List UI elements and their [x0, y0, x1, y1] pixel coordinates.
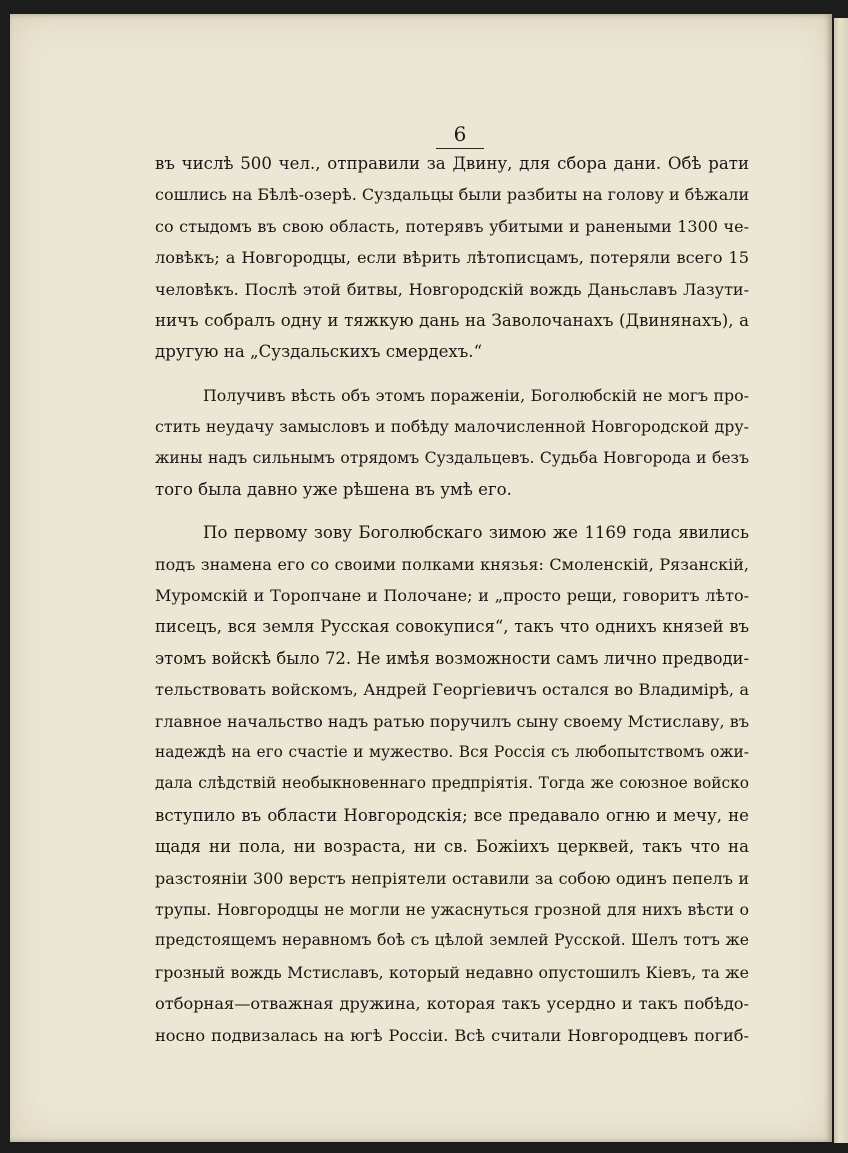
text-line: трупы. Новгородцы не могли не ужаснуться грозной для нихъ вѣсти о: [155, 899, 749, 919]
text-line: грозный вождь Мстиславъ, который недавно опустошилъ Кіевъ, та же: [155, 962, 749, 982]
text-line: По первому зову Боголюбскаго зимою же 1169 года явились: [203, 523, 749, 543]
text-line: человѣкъ. Послѣ этой битвы, Новгородскій вождь Даньславъ Лазути-: [155, 279, 749, 299]
text-line: Получивъ вѣсть объ этомъ пораженіи, Боголюбскій не могъ про-: [203, 385, 749, 405]
paragraph-gap: [155, 505, 749, 517]
text-line: подъ знамена его со своими полками князья: Смоленскій, Рязанскій,: [155, 554, 749, 574]
text-line: другую на „Суздальскихъ смердехъ.“: [155, 342, 483, 362]
text-line: разстояніи 300 верстъ непріятели оставили за собою одинъ пепелъ и: [155, 868, 749, 888]
text-line: со стыдомъ въ свою область, потерявъ убитыми и ранеными 1300 че-: [155, 216, 749, 236]
paragraph-gap: [155, 368, 749, 380]
text-line: вступило въ области Новгородскія; все предавало огню и мечу, не: [155, 805, 749, 825]
text-line: щадя ни пола, ни возраста, ни св. Божіихъ церквей, такъ что на: [155, 837, 749, 857]
text-line: въ числѣ 500 чел., отправили за Двину, для сбора дани. Обѣ рати: [155, 154, 749, 173]
text-line: ничъ собралъ одну и тяжкую дань на Заволочанахъ (Двинянахъ), а: [155, 310, 749, 330]
page-number: 6: [453, 122, 467, 146]
text-line: этомъ войскѣ было 72. Не имѣя возможности самъ лично предводи-: [155, 648, 749, 668]
paragraph: [155, 380, 749, 506]
body-text: [155, 148, 749, 1051]
text-line: предстоящемъ неравномъ боѣ съ цѣлой землей Русской. Шелъ тотъ же: [155, 931, 749, 950]
text-line: Муромскій и Торопчане и Полочане; и „просто рещи, говоритъ лѣто-: [155, 586, 749, 606]
text-line: главное начальство надъ ратью поручилъ сыну своему Мстиславу, въ: [155, 711, 749, 731]
text-line: жины надъ сильнымъ отрядомъ Суздальцевъ. Судьба Новгорода и безъ: [155, 448, 749, 467]
text-line: сошлись на Бѣлѣ-озерѣ. Суздальцы были разбиты на голову и бѣжали: [155, 185, 749, 205]
paragraph: [155, 148, 749, 368]
text-line: отборная—отважная дружина, которая такъ усердно и такъ побѣдо-: [155, 994, 749, 1014]
paragraph: [155, 517, 749, 1051]
text-line: того была давно уже рѣшена въ умѣ его.: [155, 479, 512, 499]
text-line: дала слѣдствій необыкновеннаго предпріятія. Тогда же союзное войско: [155, 774, 749, 793]
text-line: стить неудачу замысловъ и побѣду малочисленной Новгородской дру-: [155, 417, 749, 437]
text-line: ловѣкъ; а Новгородцы, если вѣрить лѣтописцамъ, потеряли всего 15: [155, 248, 749, 268]
text-line: надеждѣ на его счастіе и мужество. Вся Россія съ любопытствомъ ожи-: [155, 743, 749, 762]
text-line: писецъ, вся земля Русская совокупися“, такъ что однихъ князей въ: [155, 617, 749, 637]
text-line: носно подвизалась на югѣ Россіи. Всѣ считали Новгородцевъ погиб-: [155, 1025, 749, 1045]
text-line: тельствовать войскомъ, Андрей Георгіевичъ остался во Владимірѣ, а: [155, 680, 749, 700]
next-page-edge: [834, 18, 848, 1143]
